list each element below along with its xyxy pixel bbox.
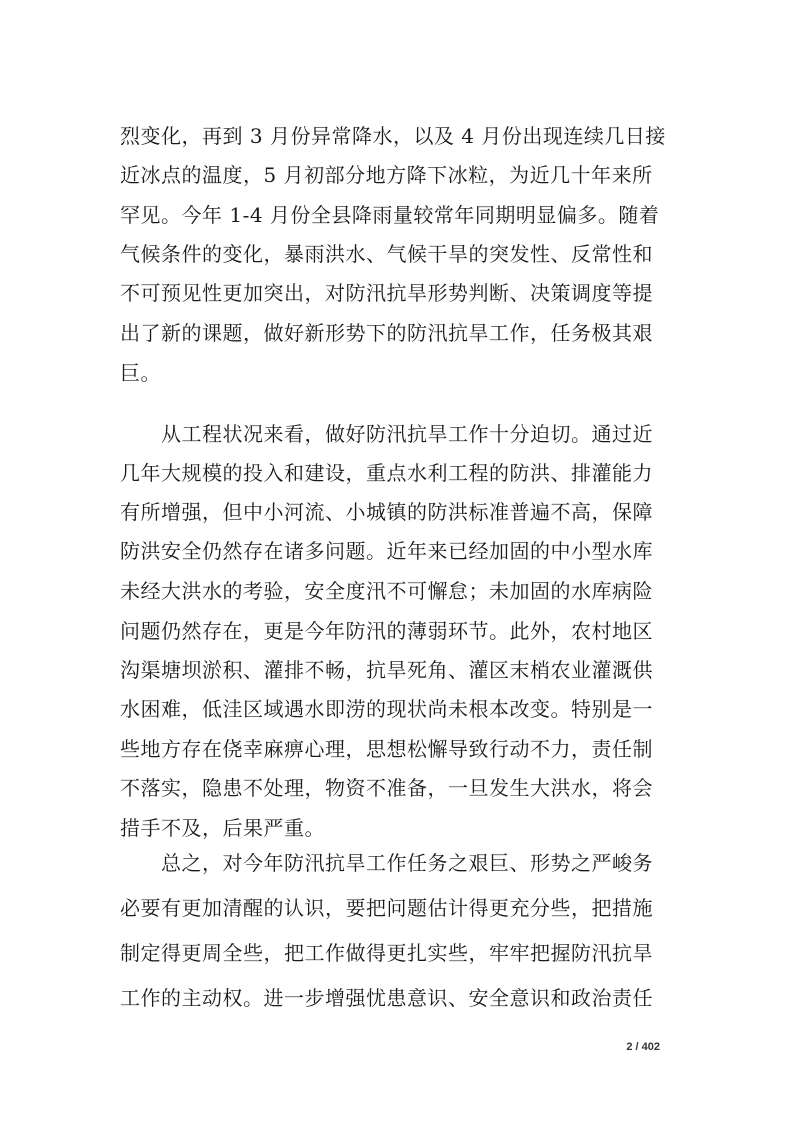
text-line: 防洪安全仍然存在诸多问题。近年来已经加固的中小型水库	[120, 539, 653, 563]
text-line: 有所增强，但中小河流、小城镇的防洪标准普遍不高，保障	[120, 500, 653, 524]
paragraph-first-line: 从工程状况来看，做好防汛抗旱工作十分迫切。通过近	[161, 422, 653, 446]
text-line: 不可预见性更加突出，对防汛抗旱形势判断、决策调度等提	[120, 281, 653, 305]
text-line: 问题仍然存在，更是今年防汛的薄弱环节。此外，农村地区	[120, 619, 653, 643]
text-line: 几年大规模的投入和建设，重点水利工程的防洪、排灌能力	[120, 461, 653, 485]
page-number: 2 / 402	[626, 1041, 660, 1053]
text-line: 不落实，隐患不处理，物资不准备，一旦发生大洪水，将会	[120, 776, 653, 800]
text-line: 出了新的课题，做好新形势下的防汛抗旱工作，任务极其艰	[120, 321, 653, 345]
text-line: 制定得更周全些，把工作做得更扎实些，牢牢把握防汛抗旱	[120, 941, 653, 965]
paragraph-first-line: 总之，对今年防汛抗旱工作任务之艰巨、形势之严峻务	[161, 851, 653, 875]
text-line: 些地方存在侥幸麻痹心理，思想松懈导致行动不力，责任制	[120, 737, 653, 761]
text-line: 必要有更加清醒的认识，要把问题估计得更充分些，把措施	[120, 896, 653, 920]
text-line: 未经大洪水的考验，安全度汛不可懈怠；未加固的水库病险	[120, 579, 653, 603]
text-line: 气候条件的变化，暴雨洪水、气候干旱的突发性、反常性和	[120, 242, 653, 266]
text-line: 工作的主动权。进一步增强忧患意识、安全意识和政治责任	[120, 986, 653, 1010]
text-line: 烈变化，再到 3 月份异常降水，以及 4 月份出现连续几日接	[120, 124, 666, 148]
text-line: 沟渠塘坝淤积、灌排不畅，抗旱死角、灌区末梢农业灌溉供	[120, 658, 653, 682]
text-line: 措手不及，后果严重。	[120, 816, 325, 840]
text-line: 水困难，低洼区域遇水即涝的现状尚未根本改变。特别是一	[120, 697, 653, 721]
text-line: 巨。	[120, 361, 161, 385]
text-line: 近冰点的温度，5 月初部分地方降下冰粒，为近几十年来所	[120, 163, 653, 187]
text-line: 罕见。今年 1-4 月份全县降雨量较常年同期明显偏多。随着	[120, 203, 660, 227]
